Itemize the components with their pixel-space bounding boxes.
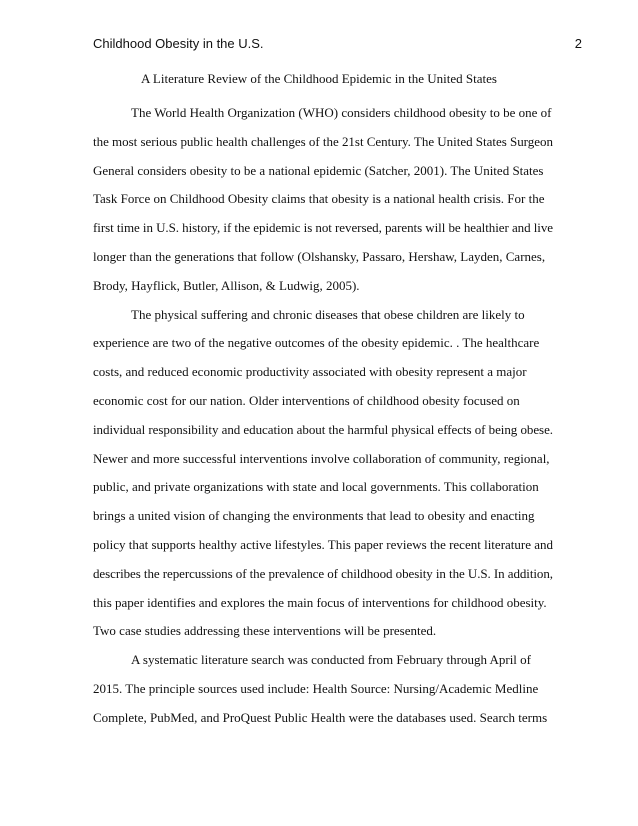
text-line: longer than the generations that follow (Olshansky, Passaro, Hershaw, Layden, Carnes, (93, 248, 546, 264)
body-text (93, 99, 553, 733)
document-title: A Literature Review of the Childhood Epidemic in the United States (141, 71, 497, 86)
text-line: policy that supports healthy active lifestyles. This paper reviews the recent literature and (93, 536, 554, 552)
text-line: Brody, Hayflick, Butler, Allison, & Ludwig, 2005). (93, 277, 360, 293)
text-line: The physical suffering and chronic diseases that obese children are likely to (131, 306, 525, 322)
text-line: Complete, PubMed, and ProQuest Public Health were the databases used. Search terms (93, 709, 548, 725)
text-line: first time in U.S. history, if the epidemic is not reversed, parents will be healthier and live (93, 220, 553, 236)
text-line: Task Force on Childhood Obesity claims that obesity is a national health crisis. For the (93, 191, 545, 207)
text-line: experience are two of the negative outcomes of the obesity epidemic. . The healthcare (93, 335, 540, 351)
text-line: this paper identifies and explores the main focus of interventions for childhood obesity. (93, 594, 547, 610)
page-number: 2 (574, 36, 582, 51)
text-line: 2015. The principle sources used include: Health Source: Nursing/Academic Medline (93, 680, 539, 696)
text-line: economic cost for our nation. Older interventions of childhood obesity focused on (93, 392, 520, 408)
text-line: brings a united vision of changing the environments that lead to obesity and enacting (93, 508, 535, 524)
text-line: public, and private organizations with state and local governments. This collaboration (93, 479, 539, 495)
text-line: A systematic literature search was conducted from February through April of (131, 652, 531, 668)
text-line: costs, and reduced economic productivity associated with obesity represent a major (93, 364, 527, 380)
text-line: the most serious public health challenges of the 21st Century. The United States Surgeon (93, 133, 553, 149)
text-line: General considers obesity to be a national epidemic (Satcher, 2001). The United States (93, 162, 544, 178)
text-line: The World Health Organization (WHO) considers childhood obesity to be one of (131, 105, 552, 120)
text-line: individual responsibility and education about the harmful physical effects of being obese. (93, 421, 553, 437)
running-head: Childhood Obesity in the U.S. (93, 36, 264, 51)
text-line: Newer and more successful interventions involve collaboration of community, regional, (93, 450, 550, 466)
text-line: describes the repercussions of the prevalence of childhood obesity in the U.S. In addition, (93, 565, 553, 581)
text-line: Two case studies addressing these interventions will be presented. (93, 623, 437, 639)
